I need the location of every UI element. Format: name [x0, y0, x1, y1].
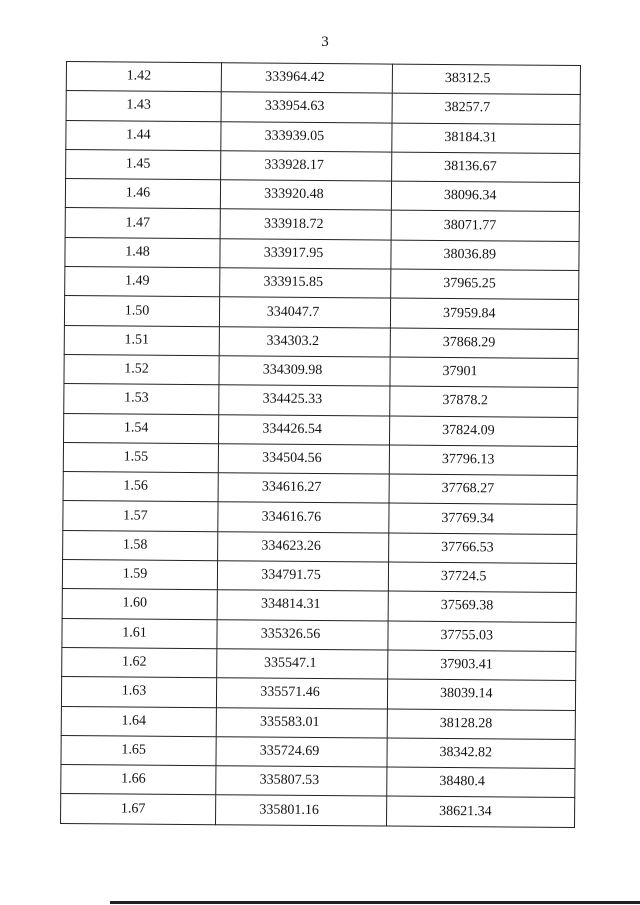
- y-coordinate-cell: 37766.53: [389, 533, 577, 564]
- table-row: [64, 384, 578, 417]
- table-row: [66, 62, 580, 95]
- point-id-cell: 1.52: [64, 354, 219, 385]
- table-body: [61, 62, 581, 828]
- table-row: [66, 120, 580, 153]
- x-coordinate-cell: 333964.42: [221, 63, 392, 94]
- table-row: [61, 794, 575, 827]
- point-id-cell: 1.47: [65, 208, 220, 239]
- table-row: [63, 472, 577, 505]
- x-coordinate-cell: 333954.63: [221, 92, 392, 123]
- x-coordinate-cell: 335724.69: [216, 737, 387, 768]
- coordinate-table: [60, 61, 581, 828]
- y-coordinate-cell: 38071.77: [391, 211, 579, 242]
- y-coordinate-cell: 37824.09: [389, 416, 577, 447]
- y-coordinate-cell: 38128.28: [387, 709, 575, 740]
- y-coordinate-cell: 37878.2: [390, 386, 578, 417]
- x-coordinate-cell: 334814.31: [217, 590, 388, 621]
- point-id-cell: 1.54: [64, 413, 219, 444]
- point-id-cell: 1.46: [65, 179, 220, 210]
- point-id-cell: 1.48: [65, 237, 220, 268]
- coordinate-table-container: [60, 61, 580, 828]
- table-row: [63, 442, 577, 475]
- point-id-cell: 1.63: [61, 677, 216, 708]
- y-coordinate-cell: 38621.34: [387, 796, 575, 827]
- x-coordinate-cell: 333920.48: [220, 180, 391, 211]
- table-row: [61, 677, 575, 710]
- point-id-cell: 1.61: [62, 618, 217, 649]
- y-coordinate-cell: 37959.84: [390, 298, 578, 329]
- table-row: [65, 267, 579, 300]
- table-row: [64, 325, 578, 358]
- point-id-cell: 1.62: [62, 647, 217, 678]
- table-row: [65, 237, 579, 270]
- page-number: 3: [321, 34, 329, 50]
- y-coordinate-cell: 37755.03: [388, 621, 576, 652]
- x-coordinate-cell: 334425.33: [219, 385, 390, 416]
- point-id-cell: 1.58: [63, 530, 218, 561]
- point-id-cell: 1.43: [66, 91, 221, 122]
- table-row: [65, 208, 579, 241]
- y-coordinate-cell: 38036.89: [391, 240, 579, 271]
- point-id-cell: 1.45: [66, 149, 221, 180]
- x-coordinate-cell: 335583.01: [216, 707, 387, 738]
- x-coordinate-cell: 334623.26: [218, 531, 389, 562]
- table-row: [62, 647, 576, 680]
- point-id-cell: 1.64: [61, 706, 216, 737]
- x-coordinate-cell: 334303.2: [219, 326, 390, 357]
- table-row: [62, 618, 576, 651]
- x-coordinate-cell: 335547.1: [217, 649, 388, 680]
- x-coordinate-cell: 334047.7: [219, 297, 390, 328]
- x-coordinate-cell: 333915.85: [220, 268, 391, 299]
- y-coordinate-cell: 38039.14: [387, 679, 575, 710]
- x-coordinate-cell: 333928.17: [221, 151, 392, 182]
- x-coordinate-cell: 334426.54: [219, 414, 390, 445]
- table-row: [66, 149, 580, 182]
- x-coordinate-cell: 334616.27: [218, 473, 389, 504]
- x-coordinate-cell: 333939.05: [221, 121, 392, 152]
- point-id-cell: 1.56: [63, 472, 218, 503]
- x-coordinate-cell: 334616.76: [218, 502, 389, 533]
- table-row: [64, 413, 578, 446]
- point-id-cell: 1.55: [63, 442, 218, 473]
- point-id-cell: 1.59: [62, 560, 217, 591]
- x-coordinate-cell: 334791.75: [217, 561, 388, 592]
- y-coordinate-cell: 37903.41: [388, 650, 576, 681]
- x-coordinate-cell: 335801.16: [216, 795, 387, 826]
- y-coordinate-cell: 37769.34: [389, 504, 577, 535]
- table-row: [64, 296, 578, 329]
- y-coordinate-cell: 37868.29: [390, 328, 578, 359]
- table-row: [65, 179, 579, 212]
- y-coordinate-cell: 38184.31: [392, 123, 580, 154]
- y-coordinate-cell: 37965.25: [391, 269, 579, 300]
- x-coordinate-cell: 335571.46: [216, 678, 387, 709]
- table-row: [62, 560, 576, 593]
- y-coordinate-cell: 38342.82: [387, 738, 575, 769]
- scan-edge-rule: [110, 901, 640, 904]
- y-coordinate-cell: 38312.5: [392, 64, 580, 95]
- point-id-cell: 1.50: [64, 296, 219, 327]
- x-coordinate-cell: 334309.98: [219, 356, 390, 387]
- point-id-cell: 1.66: [61, 765, 216, 796]
- y-coordinate-cell: 37768.27: [389, 474, 577, 505]
- y-coordinate-cell: 37901: [390, 357, 578, 388]
- point-id-cell: 1.57: [63, 501, 218, 532]
- point-id-cell: 1.67: [61, 794, 216, 825]
- table-row: [64, 354, 578, 387]
- point-id-cell: 1.44: [66, 120, 221, 151]
- table-row: [61, 706, 575, 739]
- point-id-cell: 1.51: [64, 325, 219, 356]
- y-coordinate-cell: 37796.13: [389, 445, 577, 476]
- table-row: [61, 735, 575, 768]
- point-id-cell: 1.49: [65, 267, 220, 298]
- table-row: [66, 91, 580, 124]
- point-id-cell: 1.65: [61, 735, 216, 766]
- y-coordinate-cell: 38136.67: [392, 152, 580, 183]
- point-id-cell: 1.42: [66, 62, 221, 93]
- table-row: [63, 501, 577, 534]
- x-coordinate-cell: 333918.72: [220, 209, 391, 240]
- y-coordinate-cell: 38480.4: [387, 767, 575, 798]
- x-coordinate-cell: 335326.56: [217, 619, 388, 650]
- y-coordinate-cell: 37569.38: [388, 591, 576, 622]
- point-id-cell: 1.60: [62, 589, 217, 620]
- x-coordinate-cell: 335807.53: [216, 766, 387, 797]
- y-coordinate-cell: 38096.34: [391, 181, 579, 212]
- point-id-cell: 1.53: [64, 384, 219, 415]
- y-coordinate-cell: 37724.5: [388, 562, 576, 593]
- x-coordinate-cell: 333917.95: [220, 238, 391, 269]
- table-row: [62, 589, 576, 622]
- x-coordinate-cell: 334504.56: [218, 444, 389, 475]
- table-row: [61, 765, 575, 798]
- table-row: [63, 530, 577, 563]
- y-coordinate-cell: 38257.7: [392, 93, 580, 124]
